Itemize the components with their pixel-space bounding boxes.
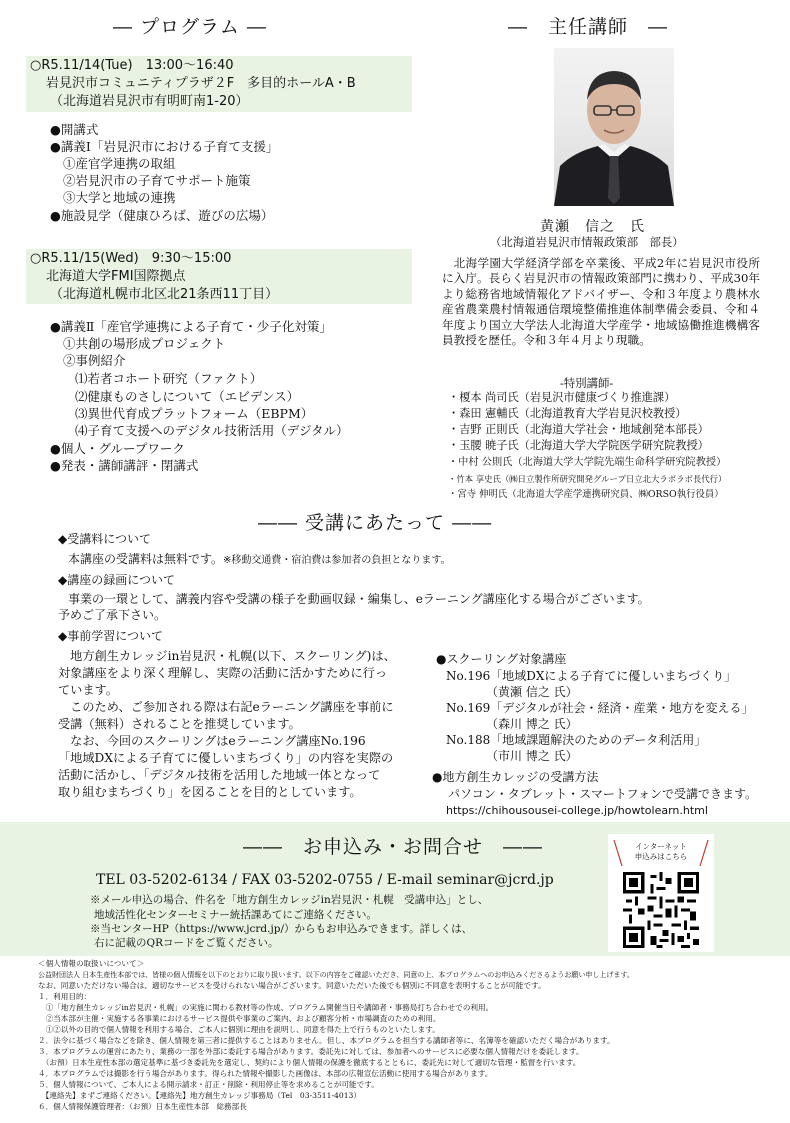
qr-card[interactable] — [608, 834, 714, 952]
target-course-2: No.169「デジタルが社会・経済・産業・地方を変える」 — [446, 701, 754, 715]
prestudy-line-6: なお、今回のスクーリングはeラーニング講座No.196 — [58, 734, 366, 748]
day1-address: （北海道岩見沢市有明町南1-20） — [50, 94, 249, 109]
special-lecturer-7: ・宮寺 伸明氏（北海道大学産学連携研究員、㈱ORSO執行役員） — [448, 489, 724, 500]
attendance-heading: ―― 受講にあたって ―― — [258, 512, 493, 534]
day2-item-case3: ⑶異世代育成プラットフォーム（EBPM） — [75, 406, 314, 421]
lecturer-photo — [554, 48, 674, 206]
prestudy-line-2: 対象講座をより深く理解し、実際の活動に活かすために行っ — [58, 666, 388, 680]
target-course-3: No.188「地域課題解決のためのデータ利活用」 — [446, 733, 707, 747]
day1-item-sub3: ③大学と地域の連携 — [63, 190, 176, 205]
privacy-line-10: （お預）日本生産性本部の選定基準に基づき委託先を選定し、契約により個人情報の保護を徹底するとともに、委託先に対して適切な管理・監督を行います。 — [38, 1058, 581, 1067]
qr-code-icon[interactable] — [623, 872, 699, 948]
contact-heading: ―― お申込み・お問合せ ―― — [243, 836, 544, 858]
privacy-line-3: なお、同意いただけない場合は、適切なサービスを受けられない場合がございます。同意いただいた後でも個別に不同意を表明することが可能です。 — [38, 981, 546, 990]
special-lecturers-heading: -特別講師- — [560, 376, 614, 390]
privacy-line-4: １．利用目的： — [38, 992, 92, 1001]
prestudy-line-9: 取り組むまちづくり」を図ることを目的としています。 — [58, 785, 362, 799]
contact-note-4: 右に記載のQRコードをご覧ください。 — [94, 937, 279, 949]
day2-item-lecture2: ●講義Ⅱ「産官学連携による子育て・少子化対策」 — [50, 319, 332, 334]
fee-text: 本講座の受講料は無料です。 — [68, 552, 224, 566]
recording-text-2: 予めご了承下さい。 — [58, 608, 167, 622]
special-lecturer-4: ・玉腰 暁子氏（北海道大学大学院医学研究院教授） — [448, 439, 709, 452]
privacy-line-5: ①「地方創生カレッジin岩見沢・札幌」の実施に関わる教材等の作成、プログラム開催当日や講師者・事務局打ち合わせでの利用。 — [38, 1003, 494, 1012]
prestudy-line-7: 「地域DXによる子育てに優しいまちづくり」の内容を実際の — [58, 751, 394, 765]
day1-date: ○R5.11/14(Tue) 13:00～16:40 — [30, 58, 234, 73]
privacy-line-1: ＜個人情報の取扱いについて＞ — [38, 959, 145, 968]
special-lecturer-6: ・竹本 享史氏（㈱日立製作所研究開発グループ日立北大ラボラボ長代行） — [448, 474, 727, 484]
lecturer-title: （北海道岩見沢市情報政策部 部長） — [490, 235, 684, 249]
day2-item-case4: ⑷子育て支援へのデジタル技術活用（デジタル） — [75, 423, 349, 438]
method-title: ●地方創生カレッジの受講方法 — [432, 770, 599, 784]
privacy-line-14: ６．個人情報保護管理者：（お預）日本生産性本部 総務部長 — [38, 1102, 247, 1111]
lecturer-name: 黄瀬 信之 氏 — [540, 219, 645, 235]
contact-note-3: ※当センターHP（https://www.jcrd.jp/）からもお申込みできます。詳しくは、 — [90, 923, 473, 935]
contact-line: TEL 03-5202-6134 / FAX 03-5202-0755 / E-mail seminar@jcrd.jp — [96, 872, 554, 888]
prestudy-line-1: 地方創生カレッジin岩見沢・札幌(以下、スクーリング)は、 — [58, 649, 396, 663]
special-lecturer-1: ・榎本 尚司氏（岩見沢市健康づくり推進課） — [448, 391, 676, 404]
portrait-illustration — [554, 48, 674, 206]
day1-item-sub1: ①産官学連携の取組 — [63, 156, 176, 171]
target-courses-title: ●スクーリング対象講座 — [436, 652, 567, 666]
day2-venue: 北海道大学FMI国際拠点 — [46, 269, 186, 284]
qr-label-1: インターネット — [635, 842, 687, 851]
day2-item-case1: ⑴若者コホート研究（ファクト） — [75, 371, 263, 386]
prestudy-line-8: 活動に活かし、「デジタル技術を活用した地域一体となって — [58, 768, 381, 782]
day1-item-lecture1: ●講義Ⅰ「岩見沢市における子育て支援」 — [50, 139, 279, 154]
recording-title: ◆講座の録画について — [58, 573, 175, 587]
day2-item-closing: ●発表・講師講評・閉講式 — [50, 458, 199, 473]
privacy-line-11: ４．本プログラムでは撮影を行う場合があります。得られた情報や撮影した画像は、本部の広報宣伝活動に使用する場合があります。 — [38, 1069, 493, 1078]
day2-date: ○R5.11/15(Wed) 9:30～15:00 — [30, 251, 232, 266]
target-course-1-lecturer: （黄瀬 信之 氏） — [486, 685, 578, 699]
privacy-line-2: 公益財団法人 日本生産性本部では、皆様の個人情報を以下のとおりに取り扱います。以下の内容をご確認いただき、同意の上、本プログラムへのお申込みくださるようお願い申し上げます。 — [38, 971, 634, 979]
day2-item-sub2: ②事例紹介 — [63, 353, 126, 368]
prestudy-title: ◆事前学習について — [58, 629, 163, 643]
fee-title: ◆受講料について — [58, 532, 151, 546]
target-course-2-lecturer: （森川 博之 氏） — [486, 717, 578, 731]
privacy-line-7: ①②以外の目的で個人情報を利用する場合、ご本人に個別に理由を説明し、同意を得た上で行うものといたします。 — [38, 1025, 440, 1034]
lecturer-heading: ― 主任講師 ― — [508, 16, 669, 38]
special-lecturer-2: ・森田 憲輔氏（北海道教育大学岩見沢校教授） — [448, 407, 687, 420]
target-course-3-lecturer: （市川 博之 氏） — [486, 749, 578, 763]
lecturer-bio: 北海学園大学経済学部を卒業後、平成2年に岩見沢市役所に入庁。長らく岩見沢市の情報政策部門に携わり、平成30年より総務省地域情報化アドバイザー、令和３年度より農林水産省農業農村情報通信環境整備推進体制準備会委員、令和４年度より国立大学法人北海道大学産学・地域協働推進機構客員教授を歴任。令和３年４月より現職。 — [442, 256, 760, 348]
day2-item-case2: ⑵健康ものさしについて（エビデンス） — [75, 389, 300, 404]
fee-note: ※移動交通費・宿泊費は参加者の負担となります。 — [223, 555, 451, 566]
contact-note-1: ※メール申込の場合、件名を「地方創生カレッジin岩見沢・札幌 受講申込」とし、 — [90, 894, 489, 906]
privacy-line-6: ②当本部が主催・実施する各事業におけるサービス提供や事業のご案内、および顧客分析・市場調査のための利用。 — [38, 1014, 441, 1023]
program-heading: ― プログラム ― — [113, 16, 267, 38]
special-lecturer-5: ・中村 公則氏（北海道大学大学院先端生命科学研究院教授） — [448, 457, 727, 468]
contact-note-2: 地域活性化センターセミナー統括課あてにご連絡ください。 — [94, 909, 377, 921]
fee-row — [68, 548, 451, 567]
day1-item-opening: ●開講式 — [50, 122, 99, 137]
qr-label-2: 申込みはこちら — [634, 852, 688, 861]
privacy-line-12: ５．個人情報について、ご本人による開示請求・訂正・削除・利用停止等を求めることが可能です。 — [38, 1080, 379, 1089]
method-text: パソコン・タブレット・スマートフォンで受講できます。 — [448, 787, 758, 801]
target-course-1: No.196「地域DXによる子育てに優しいまちづくり」 — [446, 669, 737, 683]
day2-item-work: ●個人・グループワーク — [50, 441, 185, 456]
day1-venue: 岩見沢市コミュニティプラザ２F 多目的ホールA・B — [46, 76, 356, 91]
privacy-line-13: 【連絡先】まずご連絡ください。【連絡先】地方創生カレッジ事務局（Tel 03-3511-4013） — [38, 1091, 361, 1100]
day1-item-tour: ●施設見学（健康ひろば、遊びの広場） — [50, 208, 274, 223]
day1-item-sub2: ②岩見沢市の子育てサポート施策 — [63, 173, 251, 188]
day2-item-sub1: ①共創の場形成プロジェクト — [63, 336, 226, 351]
method-url-link[interactable]: https://chihousousei-college.jp/howtolearn.html — [446, 804, 708, 817]
privacy-line-9: ３．本プログラムの運営にあたり、業務の一部を外部に委託する場合があります。委託先に対しては、参加者へのサービスに必要な個人情報だけを委託します。 — [38, 1047, 584, 1056]
privacy-line-8: ２．法令に基づく場合などを除き、個人情報を第三者に提供することはありません。但し、本プログラムを担当する講師者等に、名簿等を確認いただく場合があります。 — [38, 1036, 615, 1045]
day2-address: （北海道札幌市北区北21条西11丁目） — [50, 287, 279, 302]
prestudy-line-4: このため、ご参加される際は右記eラーニング講座を事前に — [58, 700, 394, 714]
special-lecturer-3: ・吉野 正則氏（北海道大学社会・地域創発本部長） — [448, 423, 709, 436]
prestudy-line-5: 受講（無料）されることを推奨しています。 — [58, 717, 301, 731]
recording-text-1: 事業の一環として、講義内容や受講の様子を動画収録・編集し、eラーニング講座化する場合がございます。 — [68, 592, 650, 606]
prestudy-line-3: ています。 — [58, 683, 118, 697]
